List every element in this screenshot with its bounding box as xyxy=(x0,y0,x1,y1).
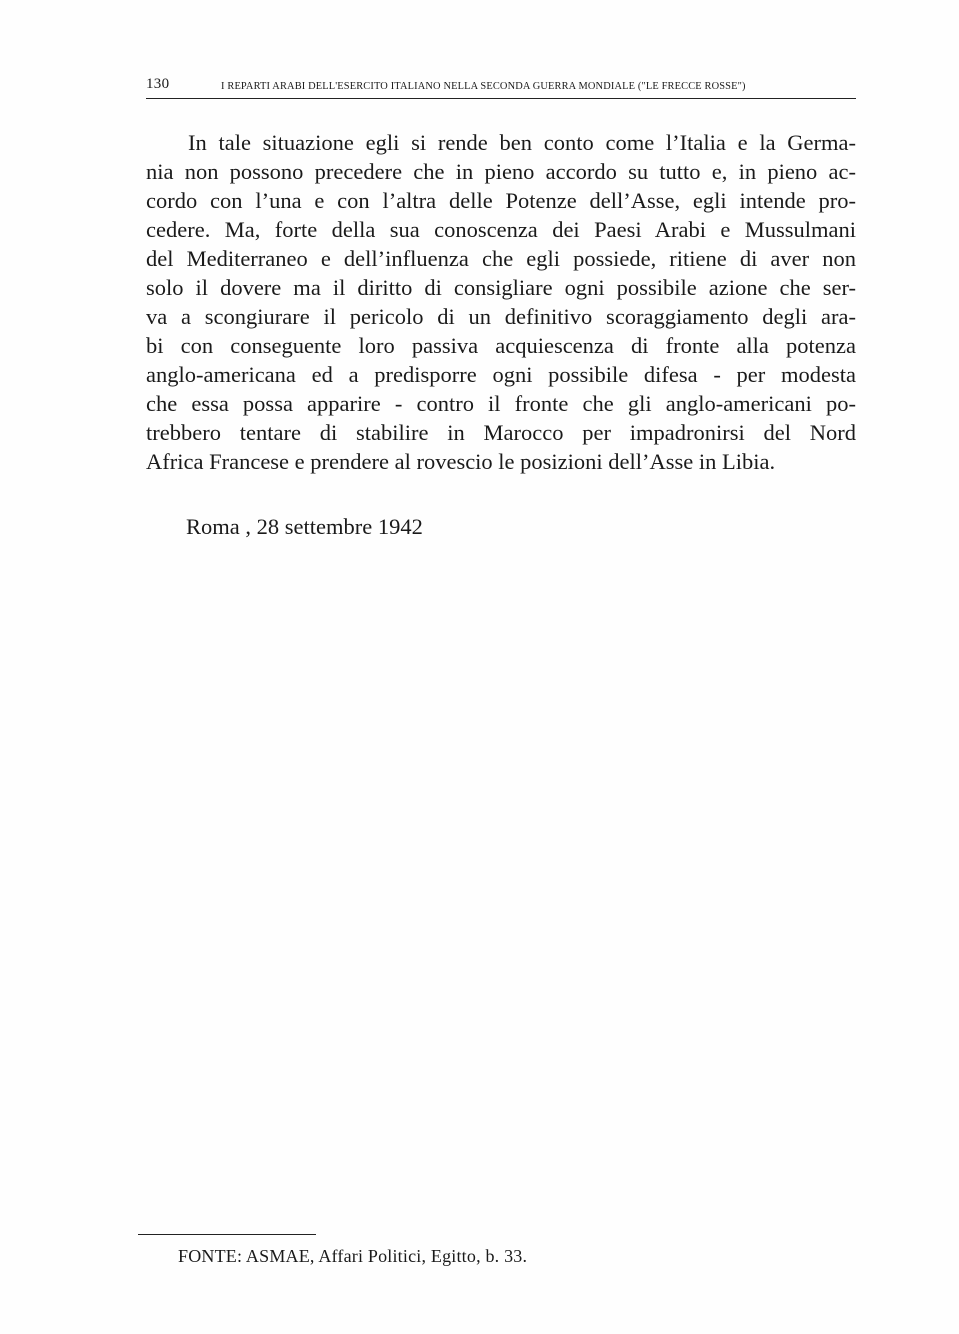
page-number: 130 xyxy=(146,76,170,92)
paragraph-line: bi con conseguente loro passiva acquiescenza di fronte alla potenza xyxy=(146,333,856,358)
body-paragraph xyxy=(146,128,856,476)
dateline: Roma , 28 settembre 1942 xyxy=(186,514,423,539)
paragraph-line: cordo con l’una e con l’altra delle Potenze dell’Asse, egli intende pro- xyxy=(146,188,856,213)
running-header xyxy=(146,76,856,99)
paragraph-line: nia non possono precedere che in pieno accordo su tutto e, in pieno ac- xyxy=(146,159,856,184)
footnote-divider xyxy=(138,1234,316,1235)
running-title: I REPARTI ARABI DELL'ESERCITO ITALIANO NELLA SECONDA GUERRA MONDIALE ("LE FRECCE ROSSE") xyxy=(221,81,746,92)
paragraph-line: solo il dovere ma il diritto di consigliare ogni possibile azione che ser- xyxy=(146,275,856,300)
paragraph-line: che essa possa apparire - contro il fronte che gli anglo-americani po- xyxy=(146,391,856,416)
paragraph-line: va a scongiurare il pericolo di un definitivo scoraggiamento degli ara- xyxy=(146,304,856,329)
paragraph-line: trebbero tentare di stabilire in Marocco per impadronirsi del Nord xyxy=(146,420,856,445)
paragraph-line: del Mediterraneo e dell’influenza che egli possiede, ritiene di aver non xyxy=(146,246,856,271)
paragraph-line: cedere. Ma, forte della sua conoscenza dei Paesi Arabi e Mussulmani xyxy=(146,217,856,242)
paragraph-line: In tale situazione egli si rende ben conto come l’Italia e la Germa- xyxy=(188,130,856,155)
source-footnote: FONTE: ASMAE, Affari Politici, Egitto, b. 33. xyxy=(178,1246,528,1266)
paragraph-line: Africa Francese e prendere al rovescio le posizioni dell’Asse in Libia. xyxy=(146,449,776,474)
paragraph-line: anglo-americana ed a predisporre ogni possibile difesa - per modesta xyxy=(146,362,856,387)
